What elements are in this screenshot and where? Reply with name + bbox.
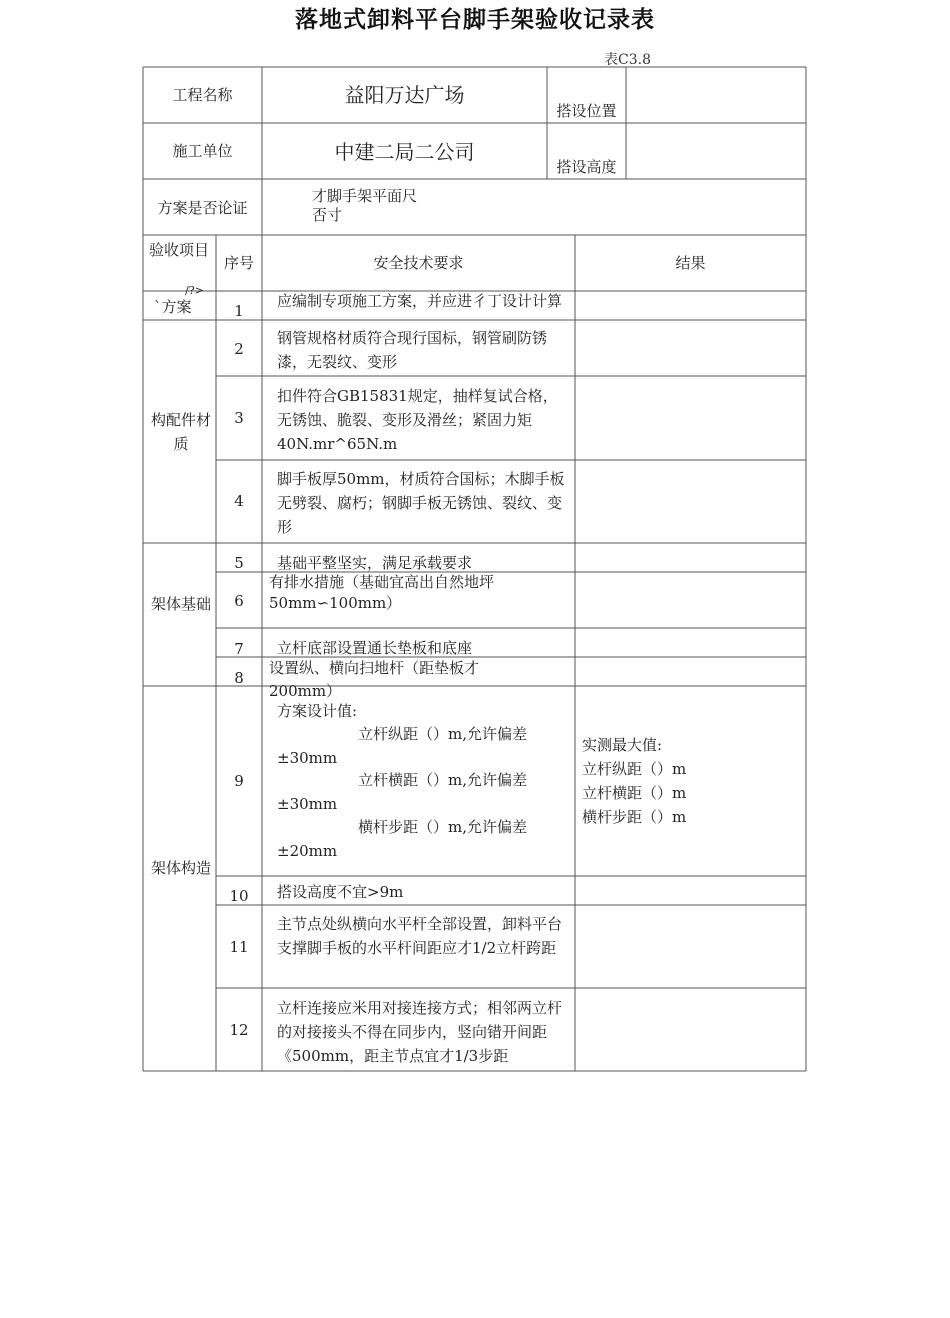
- measured-value: 横杆步距（）m: [582, 808, 687, 826]
- requirement-text: 钢管规格材质符合现行国标，钢管刷防锈漆，无裂纹、变形: [277, 329, 548, 371]
- requirement-text: 有排水措施（基础宜高出自然地坪50mm∽100mm）: [269, 573, 495, 612]
- requirement-text: 主节点处纵横向水平杆全部设置，卸料平台支撑脚手板的水平杆间距应才1/2立杆跨距: [277, 915, 563, 957]
- row-number: 1: [234, 302, 244, 320]
- group-scheme: `方案: [154, 298, 192, 316]
- measured-value: 立杆横距（）m: [582, 784, 687, 802]
- location-label: 搭设位置: [556, 102, 617, 120]
- design-value-tolerance: ±30mm: [277, 749, 338, 767]
- column-header-seq: 序号: [223, 254, 254, 272]
- group-materials: 构配件材质: [150, 411, 211, 453]
- scheme-value-line1: 才脚手架平面尺: [312, 187, 418, 205]
- row-number: 5: [234, 554, 244, 572]
- row-number: 7: [234, 640, 244, 658]
- design-value-label: 立杆横距（）m,允许偏差: [358, 771, 527, 789]
- contractor-value: 中建二局二公司: [334, 140, 475, 164]
- row-number: 6: [234, 592, 244, 610]
- height-label: 搭设高度: [556, 158, 617, 176]
- column-header-requirement: 安全技术要求: [373, 254, 464, 272]
- requirement-text: 立杆连接应米用对接连接方式；相邻两立杆的对接接头不得在同步内，竖向错开间距《500mm，距主节点宜才1/3步距: [277, 999, 563, 1065]
- row-number: 4: [234, 492, 244, 510]
- column-header-result: 结果: [675, 254, 706, 272]
- row-number: 3: [234, 409, 244, 427]
- column-header-item: 验收项目: [148, 241, 209, 259]
- form-number: 表C3.8: [604, 52, 651, 68]
- project-name-value: 益阳万达广场: [344, 83, 465, 107]
- design-value-label: 横杆步距（）m,允许偏差: [358, 818, 527, 836]
- row-number: 9: [234, 772, 244, 790]
- requirement-text: 基础平整坚实，满足承载要求: [277, 554, 473, 572]
- row-number: 11: [229, 938, 249, 956]
- requirement-text: 搭设高度不宜>9m: [277, 883, 404, 901]
- design-value-label: 立杆纵距（）m,允许偏差: [358, 725, 527, 743]
- row-number: 12: [229, 1021, 249, 1039]
- design-values-intro: 方案设计值:: [277, 702, 358, 720]
- scheme-value-line2: 否寸: [312, 206, 343, 224]
- contractor-label: 施工单位: [172, 142, 233, 160]
- scheme-label: 方案是否论证: [157, 199, 248, 217]
- design-value-tolerance: ±20mm: [277, 842, 338, 860]
- group-structure: 架体构造: [150, 859, 211, 877]
- measured-max-title: 实测最大值:: [582, 736, 663, 754]
- requirement-text: 扣件符合GB15831规定，抽样复试合格，无锈蚀、脆裂、变形及滑丝；紧固力矩40N.mr^65N.m: [277, 387, 558, 453]
- row-number: 2: [234, 340, 244, 358]
- requirement-text: 设置纵、横向扫地杆（距垫板才200mm）: [269, 659, 480, 700]
- design-value-tolerance: ±30mm: [277, 795, 338, 813]
- requirement-text: 脚手板厚50mm，材质符合国标；木脚手板无劈裂、腐朽；钢脚手板无锈蚀、裂纹、变形: [277, 470, 565, 536]
- group-foundation: 架体基础: [150, 595, 211, 613]
- requirement-text: 应编制专项施工方案，并应进彳丁设计计算: [277, 292, 563, 310]
- requirement-text: 立杆底部设置通长垫板和底座: [277, 639, 473, 657]
- measured-value: 立杆纵距（）m: [582, 760, 687, 778]
- scheme-group-mark: /?>: [185, 284, 204, 297]
- project-name-label: 工程名称: [172, 86, 233, 104]
- page-title: 落地式卸料平台脚手架验收记录表: [295, 7, 655, 33]
- row-number: 8: [234, 669, 244, 687]
- row-number: 10: [229, 887, 249, 905]
